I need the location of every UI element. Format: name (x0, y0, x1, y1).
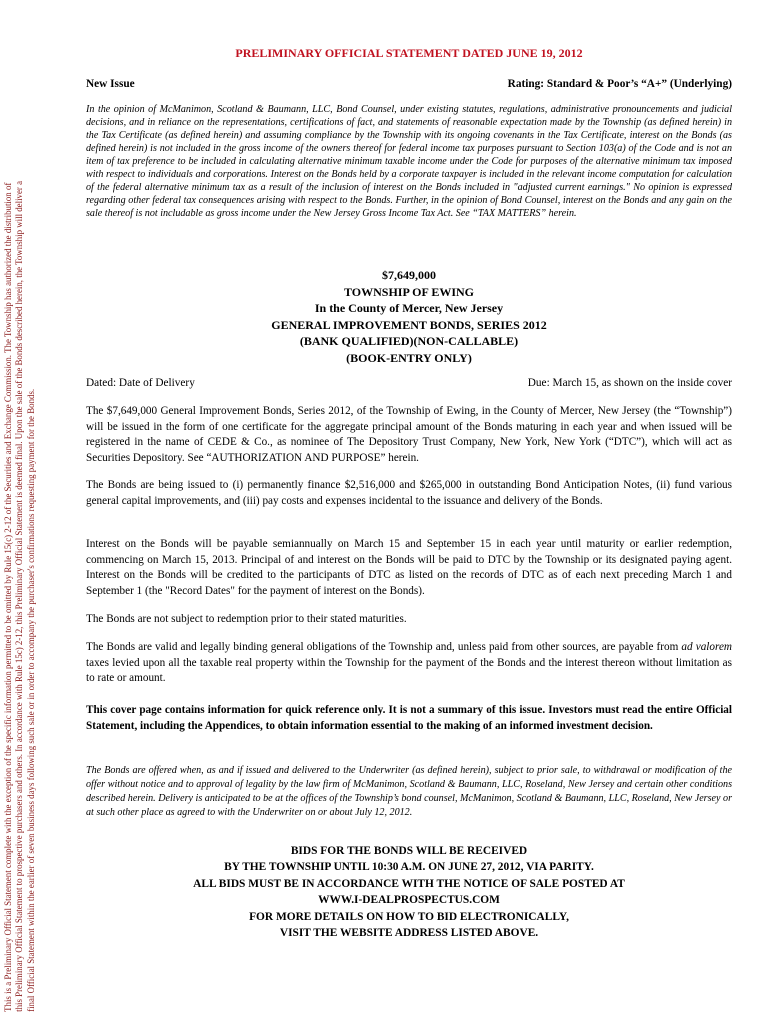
new-issue-label: New Issue (86, 78, 135, 90)
paragraph-bonds-purpose: The Bonds are being issued to (i) permanently finance $2,516,000 and $265,000 in outstanding Bond Anticipation Notes, (ii) fund various general capital improvements, and (iii) pay costs and expenses incidental to the issuance and delivery of the Bonds. (86, 479, 732, 507)
paragraph-offering-terms: The Bonds are offered when, as and if issued and delivered to the Underwriter (as defined herein), subject to prior sale, to withdrawal or modification of the offer without notice and to approval of legality by the law firm of McManimon, Scotland & Baumann, LLC, Roseland, New Jersey and certain other conditions described herein. Delivery is anticipated to be at the offices of the Township’s bond counsel, McManimon, Scotland & Baumann, LLC, Roseland, New Jersey or at such other place as agreed to with the Underwriter on or about July 12, 2012. (86, 765, 732, 818)
bids-notice (86, 843, 732, 941)
bond-amount: $7,649,000 (382, 268, 436, 282)
rating-label: Rating: Standard & Poor’s “A+” (Underlying) (507, 78, 732, 90)
issue-rating-row (86, 78, 732, 90)
bids-line: BY THE TOWNSHIP UNTIL 10:30 A.M. ON JUNE 27, 2012, VIA PARITY. (224, 861, 594, 874)
bids-line: BIDS FOR THE BONDS WILL BE RECEIVED (290, 845, 528, 857)
book-entry-note: (BOOK-ENTRY ONLY) (346, 350, 472, 365)
bids-line: VISIT THE WEBSITE ADDRESS LISTED ABOVE. (279, 927, 539, 940)
paragraph-redemption: The Bonds are not subject to redemption prior to their stated maturities. (86, 613, 407, 625)
bids-line: FOR MORE DETAILS ON HOW TO BID ELECTRONICALLY, (249, 910, 569, 923)
bids-line: ALL BIDS MUST BE IN ACCORDANCE WITH THE NOTICE OF SALE POSTED AT (193, 877, 625, 890)
preliminary-heading: PRELIMINARY OFFICIAL STATEMENT DATED JUNE 19, 2012 (235, 46, 583, 60)
security-text-start: The Bonds are valid and legally binding general obligations of the Township and, unless paid from other sources, are payable from (86, 641, 682, 653)
dated-due-row (86, 377, 732, 389)
sidebar-line: This is a Preliminary Official Statement complete with the exception of the specific information permitted to be omitted by Rule 15(c) 2-12 of the Securities and Exchange Commission. The Township has authorized the distribution of (3, 182, 13, 1012)
paragraph-interest-payment: Interest on the Bonds will be payable semiannually on March 15 and September 15 in each year until maturity or earlier redemption, commencing on March 15, 2013. Principal of and interest on the Bonds will be paid to DTC by the Township or its designated paying agent. Interest on the Bonds will be credited to the participants of DTC as listed on the records of DTC as of each next preceding March 1 and September 1 (the "Record Dates" for the payment of interest on the Bonds). (86, 538, 732, 598)
dated-label: Dated: Date of Delivery (86, 377, 195, 389)
bond-qualification: (BANK QUALIFIED)(NON-CALLABLE) (299, 334, 519, 348)
issuer-name: TOWNSHIP OF EWING (343, 284, 475, 299)
sidebar-line: this Preliminary Official Statement to prospective purchasers and others. In accordance with Rule 15c) 2-12, this Preliminary Official Statement is deemed final. Upon the sale of the Bonds described herein, the Township will deliver a (14, 181, 25, 1012)
paragraph-bonds-description: The $7,649,000 General Improvement Bonds, Series 2012, of the Township of Ewing, in the County of Mercer, New Jersey (the “Township”) will be issued in the form of one certificate for the aggregate principal amount of the Bonds maturing in each year and when issued will be registered in the name of CEDE & Co., as nominee of The Depository Trust Company, New York, New York (“DTC”), which will act as Securities Depository. See “AUTHORIZATION AND PURPOSE” herein. (86, 405, 732, 465)
security-text-end: taxes levied upon all the taxable real property within the Township for the payment of the Bonds and the interest thereon without limitation as to rate or amount. (86, 656, 732, 685)
paragraph-security (86, 640, 732, 687)
issuer-county: In the County of Mercer, New Jersey (314, 301, 504, 315)
tax-opinion-paragraph: In the opinion of McManimon, Scotland & Baumann, LLC, Bond Counsel, under existing statutes, regulations, administrative pronouncements and judicial decisions, and in reliance on the representations, certifications of fact, and statements of reasonable expectation made by the Township (as defined herein) in the Tax Certificate (as defined herein) and assuming compliance by the Township with its ongoing covenants in the Tax Certificate, interest on the Bonds (as defined herein) is not included in the gross income of the owners thereof for federal income tax purposes pursuant to Section 103(a) of the Code and is not an item of tax preference to be included in calculating alternative minimum taxable income under the Code for purposes of the alternative minimum tax imposed with respect to individuals and corporations. Interest on the Bonds held by a corporate taxpayer is included in the relevant income computation for calculation of the federal alternative minimum tax as a result of the inclusion of interest on the Bonds included in "adjusted current earnings." No opinion is expressed regarding other federal tax consequences arising with respect to the Bonds. Further, in the opinion of Bond Counsel, interest on the Bonds and any gain on the sale thereof is not includable as gross income under the New Jersey Gross Income Tax Act. See “TAX MATTERS” herein. (86, 104, 732, 219)
bond-title-block (86, 267, 732, 366)
sidebar-disclaimer (0, 0, 70, 1024)
bids-website: WWW.I-DEALPROSPECTUS.COM (318, 894, 500, 907)
ad-valorem-term: ad valorem (681, 641, 732, 653)
paragraph-quick-reference: This cover page contains information for quick reference only. It is not a summary of this issue. Investors must read the entire Official Statement, including the Appendices, to obtain information essential to the making of an informed investment decision. (86, 704, 732, 732)
due-label: Due: March 15, as shown on the inside cover (527, 377, 732, 389)
bond-series: GENERAL IMPROVEMENT BONDS, SERIES 2012 (271, 317, 547, 332)
sidebar-line: final Official Statement within the earlier of seven business days following such sale or in order to accompany the purchaser's confirmations requesting payment for the Bonds. (25, 388, 36, 1012)
